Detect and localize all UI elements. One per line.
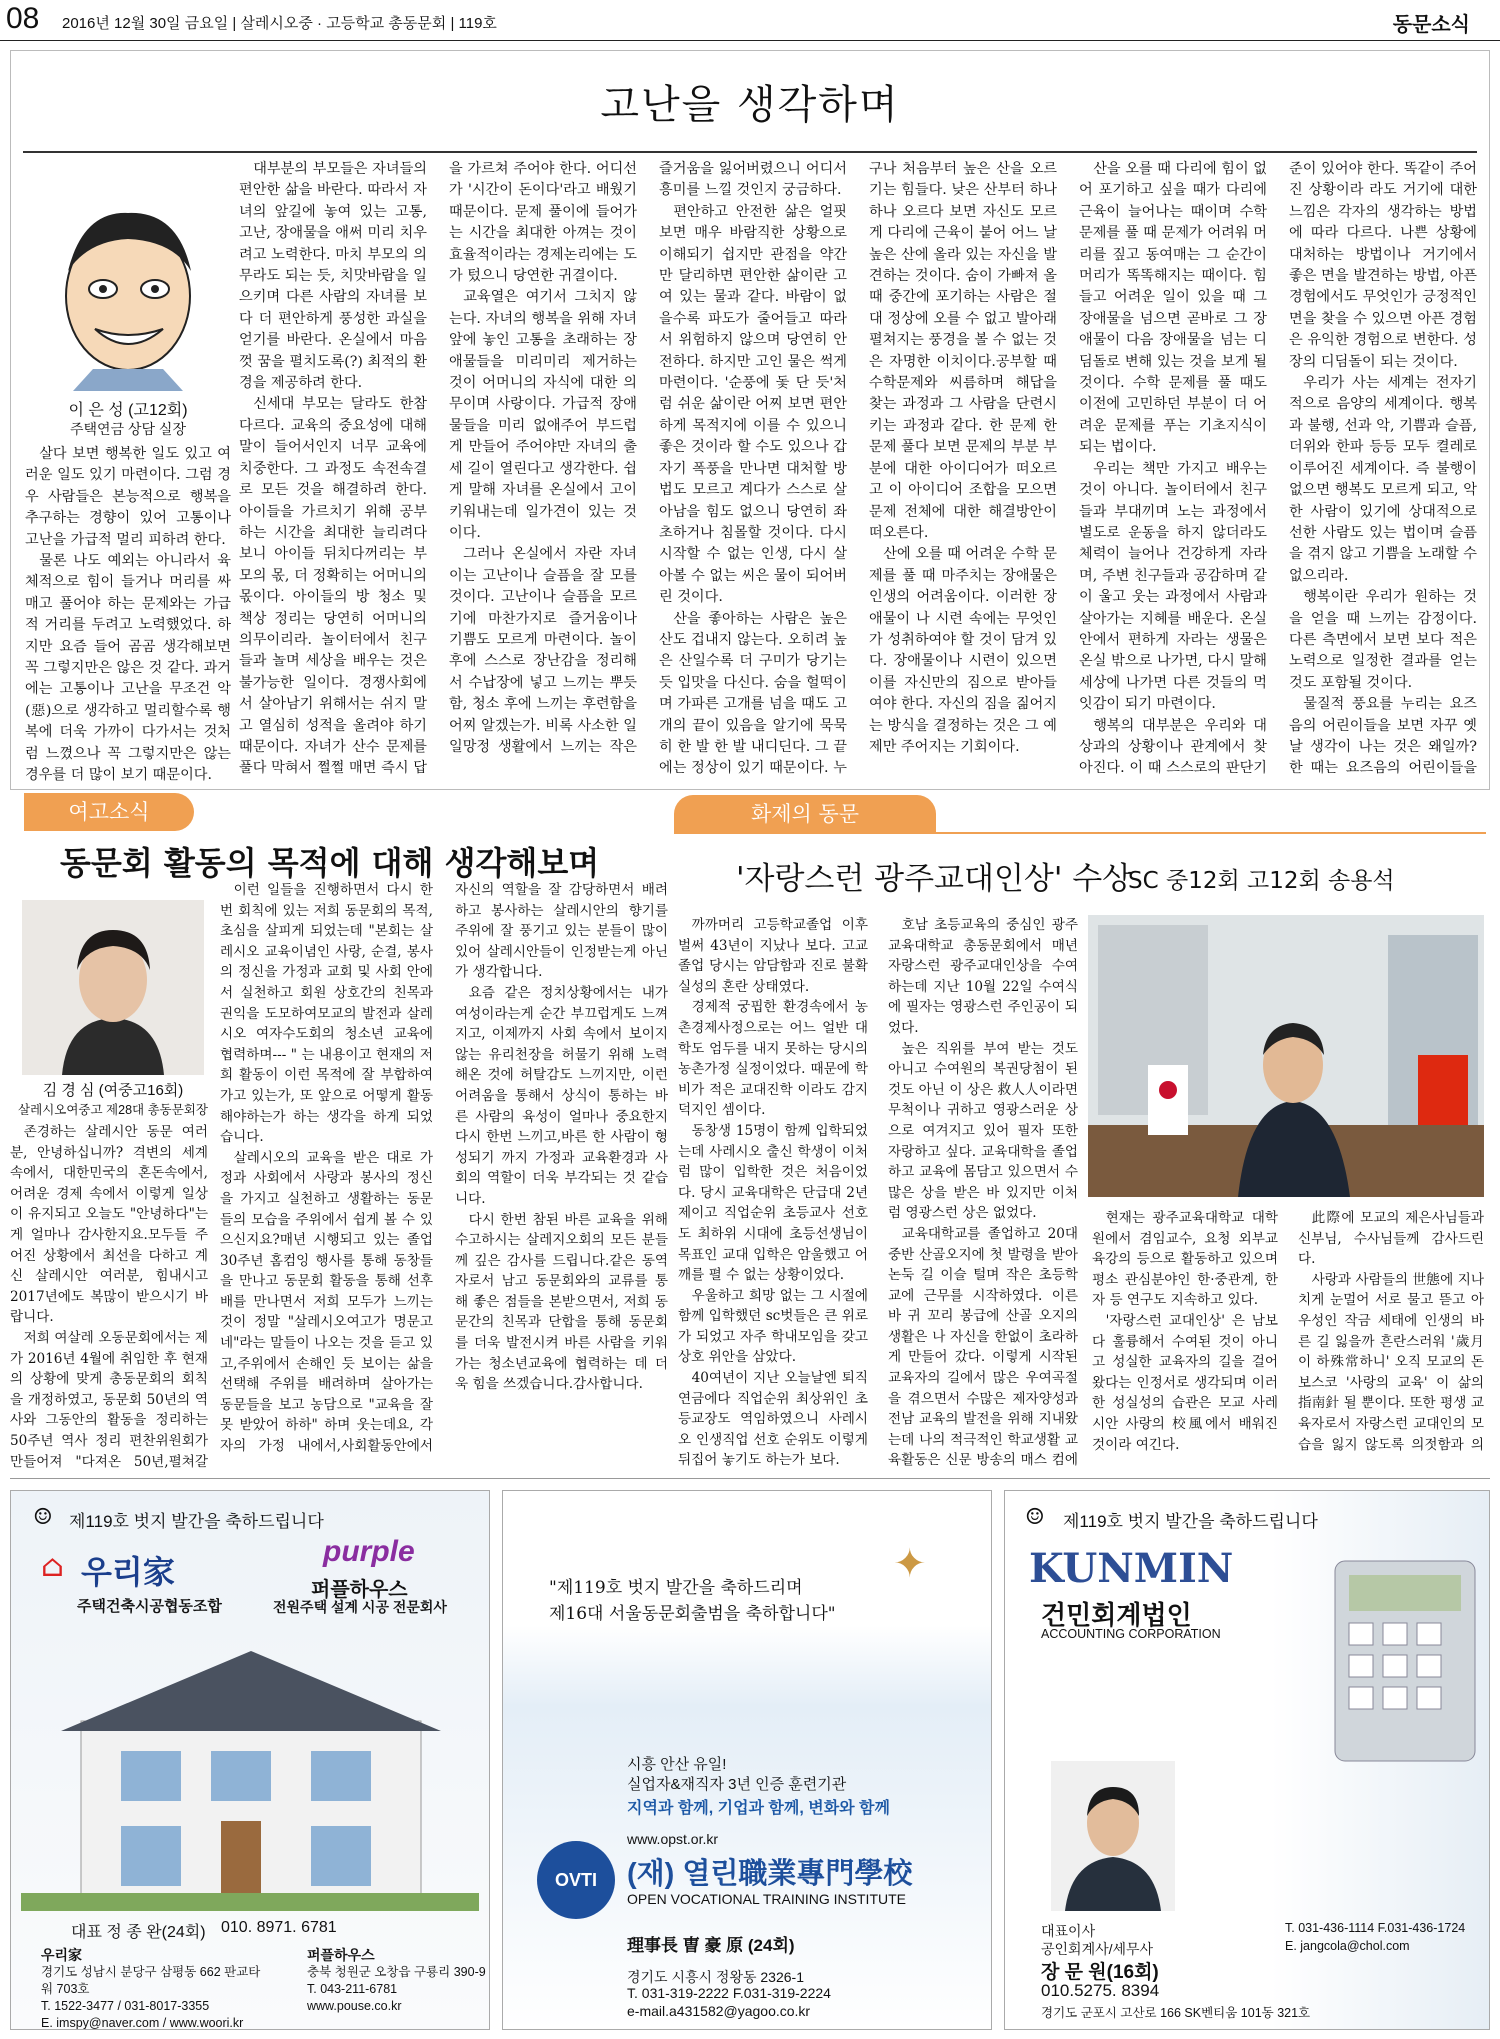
ad-rep: 대표 정 종 완(24회): [71, 1924, 206, 1941]
mascot-icon: ☺: [33, 1505, 53, 1530]
ad-address: 경기도 시흥시 정왕동 2326-1: [627, 1969, 804, 1985]
paragraph: 교육열은 여기서 그치지 않는다. 자녀의 행복을 위해 자녀 앞에 놓인 고통을 초래하는 장애물들을 미리미리 제거하는 것이 어머니의 자식에 대한 의무이며 사랑이다. 가급적 장애물들을 미리 없애주어 부드럽게 만들어 주어야만 자녀의 출세 길이 열린다고 생각한다. 쉽게 말해 자녀를 온실에서 고이 키워내는데 일가견이 있는 것이다.: [449, 289, 637, 541]
paragraph: 우리가 사는 세계는 전자기적으로 음양의 세계이다. 행복과 불행, 선과 악, 기쁨과 슬픔, 더위와 한파 등등 모두 켤레로 이루어진 세계이다. 즉 불행이 없으면 행복도 모르게 되고, 악한 사람이 있기에 상대적으로 선한 사람도 있는 법이며 슬픔을 겪지 않고 기쁨을 노래할 수 없으리라.: [1289, 375, 1477, 584]
section-tag-girls-school: 여고소식: [24, 793, 194, 831]
author-name: 김 경 심 (여중고16회): [42, 1082, 184, 1099]
brand-purple-logo: purple: [323, 1535, 415, 1568]
article-title-award: '자랑스런 광주교대인상' 수상: [736, 861, 1133, 897]
paragraph: 요즘 같은 정치상황에서는 내가 여성이라는게 순간 부끄럽게도 느껴지고, 이제까지 사회 속에서 보이지 않는 유리천장을 허물기 위해 노력해온 것에 허탈감도 느끼지만, 이런 어려움을 통해서 상식이 통하는 바른 사람의 육성이 얼마나 중요한지 다시 한번 느끼고,바른 한 사람이 형성되기 까지 가정과 교육환경과 사회의 역할이 더욱 부각되는 것 같습니다.: [455, 984, 668, 1207]
award-recipient-photo: [1088, 915, 1484, 1197]
section-name: 동문소식: [1392, 14, 1470, 36]
article-title-alumni-purpose: 동문회 활동의 목적에 대해 생각해보며: [60, 844, 600, 882]
ad-congrats: 제119호 벗지 발간을 축하드립니다: [1063, 1512, 1318, 1531]
paragraph: 살레시오의 교육을 받은 대로 가정과 사회에서 사랑과 봉사의 정신을 가지고 실천하고 생활하는 동문들의 모습을 주위에서 쉽게 볼 수 있으신지요?매년 시행되고 있는 졸업 30주년 홈컴잉 행사를 통해 동창들을 만나고 동문회 활동을 통해 선후배를 만나면서 저희 모두가 느끼는 것이 정말 "살레시오여고가 명문고네"라는 말들이 나오는 것을 듣고 있고,주위에서 손해인 듯 보이는 삶을 선택해 주위를 배려하며 살아가는 동문들을 보고 농담으로 "교육을 잘못 받았어 하하" 하며 웃는데요, 각자의 가정 내에서,사회활동안에서 자신의 역할을 잘 감당하면서 배려하고 봉사하는 살레시안의 향기를 주위에 잘 풍기고 있는 분들이 많이 있어 살레시안들이 인정받는게 아닌가 생각합니다.: [220, 882, 668, 1455]
house-illustration: [21, 1631, 479, 1911]
paragraph: 40여년이 지난 오늘날엔 퇴직연금에다 직업순위 최상위인 초등교장도 역임하였으니 사레시오 인생직업 선호 순위도 이렇게 뒤집어 놓기도 하는가 보다.: [678, 1370, 868, 1469]
paragraph: 그러나 온실에서 자란 자녀이는 고난이나 슬픔을 잘 모를 것이다. 고난이나 슬픔을 모르기에 마찬가지로 즐거움이나 기쁨도 모르게 마련이다. 놀이 후에 스스로 장난감을 정리해서 수납장에 넣고 느끼는 뿌듯함, 청소 후에 느끼는 후련함을 어찌 알겠는가. 비록 사소한 일일망정 생활에서 느끼는 작은 즐거움을 잃어버렸으니 어디서 흥미를 느낄 것인지 궁금하다.: [449, 161, 847, 755]
info-name: 우리家: [41, 1947, 83, 1963]
author-caricature: [33, 201, 223, 391]
info-line: T. 1522-3477 / 031-8017-3355: [41, 1999, 210, 2013]
section-rule: [674, 832, 1486, 834]
calculator-icon: [1325, 1551, 1485, 1771]
article-title: 고난을 생각하며: [600, 82, 900, 128]
kunmin-logo: KUNMIN: [1029, 1545, 1234, 1592]
article-subtitle-award: SC 중12회 고12회 송용석: [1128, 868, 1395, 894]
paragraph: 사랑과 사람들의 世態에 지나치게 눈멀어 서로 물고 뜯고 아우성인 작금 세태에 인생의 바른 길 잃을까 흔란스러워 '歲月이 하殊常하니' 오직 모교의 돈보스코 '사랑의 교육' 이 삶의 指南針 될 뿐이다. 또한 평생 교육자로서 자랑스런 교대인의 모습을 잃지 않도록 의젓함과 의: [1298, 1271, 1484, 1453]
article3-columns-left: [678, 915, 1078, 1473]
info-line: T. 043-211-6781: [307, 1982, 398, 1996]
brand-woori-desc: 주택건축시공협동조합: [77, 1598, 222, 1615]
paragraph: 우울하고 희망 없는 그 시절에 함께 입학했던 sc벗들은 큰 위로가 되었고 자주 학내모임을 갖고 상호 위안을 삼았다.: [678, 1287, 868, 1366]
ad-firm-name-en: ACCOUNTING CORPORATION: [1041, 1627, 1221, 1641]
paragraph: 호남 초등교육의 중심인 광주교육대학교 총동문회에서 매년 자랑스런 광주교대인상을 수여하는데 지난 10월 22일 수여식에 필자는 영광스런 주인공이 되었다.: [888, 917, 1078, 1036]
ad-school-name: (재) 열린職業專門學校: [627, 1858, 913, 1890]
paragraph: 편안하고 안전한 삶은 얼핏 보면 매우 바람직한 상황으로 이해되기 쉽지만 관점을 약간만 달리하면 편안한 삶이란 고여 있는 물과 같다. 바람이 없을수록 파도가 줄어들고 따라서 위험하지 않으며 당연히 안전하다. 하지만 고인 물은 썩게 마련이다. '순풍에 돛 단 듯'처럼 쉬운 삶이란 어찌 보면 편안하게 목적지에 이를 수 있으니 좋은 것이라 할 수도 있으나 갑자기 폭풍을 만나면 대처할 방법도 모르고 계다가 스스로 살아남을 힘도 없으니 당연히 좌초하거나 침몰할 것이다. 다시 시작할 수 없는 인생, 다시 살아볼 수 없는 씨은 물이 되어버린 것이다.: [659, 203, 847, 606]
ad-info-purple: [307, 1947, 487, 2015]
ad-email: e-mail.a431582@yagoo.co.kr: [627, 2003, 811, 2019]
paragraph: 교육대학교를 졸업하고 20대 중반 산골오지에 첫 발령을 받아 논둑 길 이슬 털며 작은 초등학교에 근무를 시작하였다. 이른 바 귀 꼬리 봉급에 산골 오지의 생활은 나 자신을 한없이 초라하게 만들어 갔다. 이렇게 시작된 교육자의 길에서 많은 우여곡절을 겪으면서 수많은 제자양성과 전남 교육의 발전을 위해 지내왔는데 나의 적극적인 학교생활 교육활동은 신문 방송의 매스 컴에: [888, 1225, 1078, 1469]
ad-role2: 공인회계사/세무사: [1041, 1941, 1154, 1957]
house-roof-icon: ⌂: [41, 1549, 64, 1584]
author-title: 살레시오여중고 제28대 총동문회장: [18, 1103, 208, 1117]
ad-rep-phone: 010. 8971. 6781: [221, 1919, 337, 1936]
paragraph: 물질적 풍요를 누리는 요즈음의 어린이들을 보면 자꾸 옛날 생각이 나는 것은 왜일까? 한 때는 요즈음의 어린이들을: [1289, 696, 1477, 777]
ad-line2: 실업자&재직자 3년 인증 훈련기관: [627, 1776, 847, 1793]
ad-person: 장 문 원(16회): [1041, 1962, 1159, 1983]
ad-open-vocational: [502, 1490, 992, 2030]
paragraph: 우리는 책만 가지고 배우는 것이 아니다. 놀이터에서 친구들과 부대끼며 노는 과정에서 별도로 운동을 하지 않더라도 체력이 늘어나 건강하게 자라며, 주변 친구들과 공감하며 같이 울고 웃는 과정에서 사람과 살아가는 지혜를 배운다. 온실 안에서 편하게 자라는 생물은 온실 밖으로 나가면, 다시 말해 세상에 나가면 다른 것들의 먹잇감이 되기 마련이다.: [1079, 460, 1267, 713]
paragraph: 산을 오를 때 다리에 힘이 없어 포기하고 싶을 때가 다리에 근육이 늘어나는 때이며 수학문제를 풀 때 문제가 어려워 머리를 짚고 동여매는 그 순간이 머리가 똑똑해지는 때이다. 힘들고 어려운 일이 있을 때 그 장애물을 넘으면 곧바로 그 장애물이 다음 장애물을 넘는 디딤돌로 변해 있는 것을 보게 될 것이다. 수학 문제를 풀 때도 이전에 고민하던 부분이 더 어려운 문제를 푸는 기초지식이 되는 법이다.: [1079, 161, 1267, 456]
ad-url: www.opst.or.kr: [627, 1831, 719, 1847]
ad-role1: 대표이사: [1041, 1923, 1096, 1939]
article-column-1: [25, 444, 231, 782]
mascot-icon: ☺: [1025, 1505, 1045, 1530]
paragraph: 현재는 광주교육대학교 대학원에서 겸임교수, 요청 외부교육강의 등으로 활동하고 있으며 평소 관심분야인 한·중관계, 한자 등 연구도 지속하고 있다.: [1092, 1210, 1278, 1309]
article3-columns-right: [1092, 1208, 1484, 1473]
paragraph: 높은 직위를 부여 받는 것도 아니고 수여원의 복권당첨이 된 것도 아닌 이 상은 救人人이라면 무척이나 귀하고 영광스러운 상으로 여겨지고 있어 필자 또한 자랑하고 싶다. 교육대학을 졸업하고 교육에 몸담고 있으면서 수많은 상을 받은 바 있지만 이처럼 영광스런 상은 없었다.: [888, 1040, 1078, 1222]
ad-firm-name: 건민회계법인: [1041, 1600, 1192, 1630]
ceo-photo: [1051, 1761, 1175, 1911]
ad-line3: 지역과 함께, 기업과 함께, 변화와 함께: [627, 1800, 890, 1817]
paragraph: 존경하는 살레시안 동문 여러분, 안녕하십니까? 격변의 세계 속에서, 대한민국의 혼돈속에서, 어려운 경제 속에서 이렇게 일상이 유지되고 오늘도 "안녕하다"는 게 얼마나 감사한지요.모두들 주어진 상황에서 최선을 다하고 계신 살레시안 여러분, 힘내시고 2017년에도 복많이 받으시기 바랍니다.: [10, 1124, 208, 1326]
paragraph: 산을 좋아하는 사람은 높은 산도 겁내지 않는다. 오히려 높은 산일수록 더 구미가 당기는 듯 입맛을 다신다. 숨을 헐떡이며 가파른 고개를 넘을 때도 고개의 끝이 있음을 알기에 묵묵히 한 발 한 발 내디딘다. 그 끝에는 정상이 있기 때문이다. 누구나 처음부터 높은 산을 오르기는 힘들다. 낮은 산부터 하나하나 오르다 보면 자신도 모르게 다리에 근육이 붙어 어느 날 높은 산에 올라 있는 자신을 발견하는 것이다. 숨이 가빠져 올 때 중간에 포기하는 사람은 절대 정상에 오를 수 없고 발아래 펼쳐지는 풍경을 볼 수 없는 것은 자명한 이치이다.공부할 때 수학문제와 씨름하며 해답을 찾는 과정과 그 사람을 단련시키는 과정과 같다. 한 문제 한 문제 풀다 보면 문제의 부분 부분에 대한 아이디어가 떠오르고 이 아이디어 조합을 모으면 문제 전체에 대한 해결방안이 떠오른다.: [659, 161, 1057, 777]
ad-info-woori: [41, 1947, 266, 2030]
paragraph: 까까머리 고등학교졸업 이후 벌써 43년이 지났나 보다. 고교 졸업 당시는 암담함과 진로 불확실성의 혼란 상태였다.: [678, 917, 868, 995]
author-title: 주택연금 상담 실장: [70, 421, 186, 437]
paragraph: 물론 나도 예외는 아니라서 육체적으로 힘이 들거나 머리를 싸매고 풀어야 하는 문제와는 가급적 거리를 두려고 노력했었다. 하지만 요즘 들어 곰곰 생각해보면 꼭 그렇지만은 않은 것 같다. 과거에는 고통이나 고난을 무조건 악(惡)으로 생각하고 멀리할수록 행복에 더욱 가까이 다가서는 것처럼 느꼈으나 꼭 그렇지만은 않는 경우를 더 많이 보기 때문이다.: [25, 553, 231, 782]
brand-purple: 퍼플하우스: [311, 1579, 408, 1601]
paragraph: 다시 한번 참된 바른 교육을 위해 수고하시는 살레지오회의 모든 분들께 깊은 감사를 드립니다.같은 동역자로서 남고 동문회와의 교류를 통해 좋은 점들을 본받으면서, 저희 동문간의 친목과 단합을 통해 동문회를 더욱 발전시켜 바른 사람을 키워가는 청소년교육에 협력하는 데 더욱 힘을 쓰겠습니다.감사합니다.: [455, 1211, 668, 1393]
paragraph: 이런 일들을 진행하면서 다시 한번 회칙에 있는 저희 동문회의 목적,초심을 살피게 되었는데 "본회는 살레시오 교육이념인 사랑, 순결, 봉사의 정신을 가정과 교회 및 사회 안에서 실천하고 회원 상호간의 친목과 권익을 도모하여모교의 발전과 살레시오 여자수도회의 청소년 교육에 협력하며--- " 는 내용이고 현재의 저희 활동이 이런 목적에 잘 부합하여 가고 있는가, 또 앞으로 어떻게 활동해야하는가 하는 생각을 하게 되었습니다.: [220, 882, 433, 1146]
info-name: 퍼플하우스: [307, 1947, 375, 1963]
ovti-logo-icon: OVTI: [537, 1841, 615, 1919]
paragraph: 신세대 부모는 달라도 한참 다르다. 교육의 중요성에 대해 말이 들어서인지 너무 교육에 치중한다. 그 과정도 속전속결로 모든 것을 해결하려 한다. 아이들을 가르치기 위해 공부하는 시간을 최대한 늘리려다 보니 아이들 뒤치다꺼리는 부모의 몫, 더 정확히는 어머니의 몫이다. 아이들의 방 청소 및 책상 정리는 당연히 어머니의 의무이리라. 놀이터에서 친구들과 놀며 세상을 배우는 것은 불가능한 일이다. 경쟁사회에서 살아남기 위해서는 쉬지 말고 열심히 성적을 올려야 하기 때문이다. 자녀가 산수 문제를 풀다 막혀서 쩔쩔 매면 즉시 답을 가르쳐 주어야 한다. 어디선가 '시간이 돈이다'라고 배웠기 때문이다. 문제 풀이에 들어가는 시간을 최대한 아껴는 것이 효율적이라는 경제논리에는 도가 텄으니 당연한 귀결이다.: [239, 161, 637, 777]
title-rule: [23, 151, 1477, 153]
ad-quote-line1: "제119호 벗지 발간을 축하드리며: [549, 1578, 803, 1598]
ads-divider: [10, 1478, 1490, 1479]
article-hardship: [10, 50, 1490, 790]
author-name: 이 은 성 (고12회): [68, 402, 188, 419]
ad-congrats: 제119호 벗지 발간을 축하드립니다: [69, 1512, 324, 1531]
page-header: [0, 0, 1500, 41]
info-line: 경기도 성남시 분당구 삼평동 662 판교타워 703호: [41, 1965, 261, 1996]
info-line: www.pouse.co.kr: [307, 1999, 402, 2013]
ad-address: 경기도 군포시 고산로 166 SK벤티움 101동 321호: [1041, 2006, 1311, 2020]
brand-purple-desc: 전원주택 설계 시공 전문회사: [273, 1599, 447, 1615]
confetti-icon: ✦: [893, 1541, 927, 1587]
brand-woori: 우리家: [81, 1554, 175, 1590]
page-number: 08: [6, 2, 40, 35]
section-tag-topic-alumni: 화제의 동문: [674, 795, 936, 833]
date-line: 2016년 12월 30일 금요일 | 살레시오중 · 고등학교 총동문회 | 119호: [62, 15, 497, 32]
ad-chairman: 理事長 曺 豪 原 (24회): [627, 1936, 795, 1955]
ad-tel: T. 031-319-2222 F.031-319-2224: [627, 1985, 831, 2001]
article2-column-1: [10, 1122, 208, 1472]
ad-kunmin-accounting: [1004, 1490, 1490, 2030]
author-photo-kim: [22, 900, 204, 1075]
ad-school-name-en: OPEN VOCATIONAL TRAINING INSTITUTE: [627, 1891, 906, 1907]
ad-phone: 010.5275. 8394: [1041, 1981, 1160, 2000]
ad-email: E. jangcola@chol.com: [1285, 1939, 1410, 1953]
ad-quote-line2: 제16대 서울동문회출범을 축하합니다": [549, 1604, 836, 1624]
paragraph: 저희 여살레 오동문회에서는 제가 2016년 4월에 취임한 후 현재의 상황에 맞게 총동문회의 회칙을 개정하였고, 동문회 50년의 역사와 그동안의 활동을 정리하는 50주년 역사 정리 편찬위원회가 만들어져 "다져온 50년,펼쳐갈: [10, 1329, 208, 1470]
article-columns-body: [239, 159, 1477, 783]
paragraph: 행복이란 우리가 원하는 것을 얻을 때 느끼는 감정이다. 다른 측면에서 보면 보다 적은 노력으로 일정한 결과를 얻는 것도 포함될 것이다.: [1289, 589, 1477, 691]
paragraph: '자랑스런 교대인상' 은 남보다 훌륭해서 수여된 것이 아니고 성실한 교육자의 길을 걸어왔다는 인정서로 생각되며 이러한 성실성의 습관은 모교 사레시안 사랑의 校風에서 배워진 것이라 여긴다.: [1092, 1312, 1278, 1453]
ad-tel: T. 031-436-1114 F.031-436-1724: [1285, 1921, 1466, 1935]
info-line: 충북 청원군 오창읍 구룡리 390-9: [307, 1965, 486, 1979]
info-line: E. imspy@naver.com / www.woori.kr: [41, 2016, 244, 2030]
paragraph: 此際에 모교의 제은사님들과 신부님, 수사님들께 감사드린다.: [1298, 1210, 1484, 1268]
ad-woori-purple: [10, 1490, 490, 2030]
paragraph: 대부분의 부모들은 자녀들의 편안한 삶을 바란다. 따라서 자녀의 앞길에 놓여 있는 고통, 고난, 장애물을 애써 미리 치우려고 노력한다. 마치 부모의 의무라도 되는 듯, 치맛바람을 일으키며 다른 사람의 자녀를 보다 더 편안하게 풍성한 과실을 얻기를 바란다. 온실에서 마음껏 꿈을 펼치도록(?) 최적의 환경을 제공하려 한다.: [239, 161, 427, 392]
paragraph: 동창생 15명이 함께 입학되었는데 사레시오 출신 학생이 이처럼 많이 입학한 것은 처음이었다. 당시 교육대학은 단급대 2년제이고 직업순위 초등교사 선호도 최하위 시대에 초등선생님이 목표인 교대 입학은 암울했고 어깨를 펼 수 없는 상황이었다.: [678, 1122, 868, 1284]
paragraph: 행복의 대부분은 우리와 대상과의 상황이나 관계에서 찾아진다. 이 때 스스로의 판단기준이 있어야 한다. 똑같이 주어진 상황이라 라도 거기에 대한 느낌은 각자의 생각하는 방법에 따라 다르다. 나쁜 상황에 대처하는 방법이나 거기에서 좋은 면을 발견하는 방법, 아픈 경험에서도 무엇인가 긍정적인 면을 찾을 수 있으면 아픈 경험은 유익한 경험으로 변한다. 성장의 디딤돌이 되는 것이다.: [1079, 161, 1477, 777]
ad-line1: 시흥 안산 유일!: [627, 1756, 727, 1773]
article2-columns-body: [220, 880, 668, 1472]
paragraph: 살다 보면 행복한 일도 있고 여러운 일도 있기 마련이다. 그럼 경우 사람들은 본능적으로 행복을 추구하는 경향이 있어 고통이나 고난을 가급적 멀리 피하려 한다.: [25, 446, 231, 548]
paragraph: 경제적 궁핍한 환경속에서 농촌경제사정으로는 어느 얼반 대학도 엄두를 내지 못하는 당시의 농촌가정 실정이었다. 때문에 학비가 적은 교대진학 이라도 감지덕지인 셈이다.: [678, 999, 868, 1119]
paragraph: 산에 오를 때 어려운 수학 문제를 풀 때 마주치는 장애물은 인생의 어려움이다. 이러한 장애물이 나 시련 속에는 무엇인가 성취하여야 할 것이 담겨 있다. 장애물이나 시련이 있으면 이를 자신만의 짐으로 받아들여야 한다. 자신의 짐을 짊어지는 방식을 결정하는 것은 그 예제만 주어지는 기회이다.: [869, 546, 1057, 755]
